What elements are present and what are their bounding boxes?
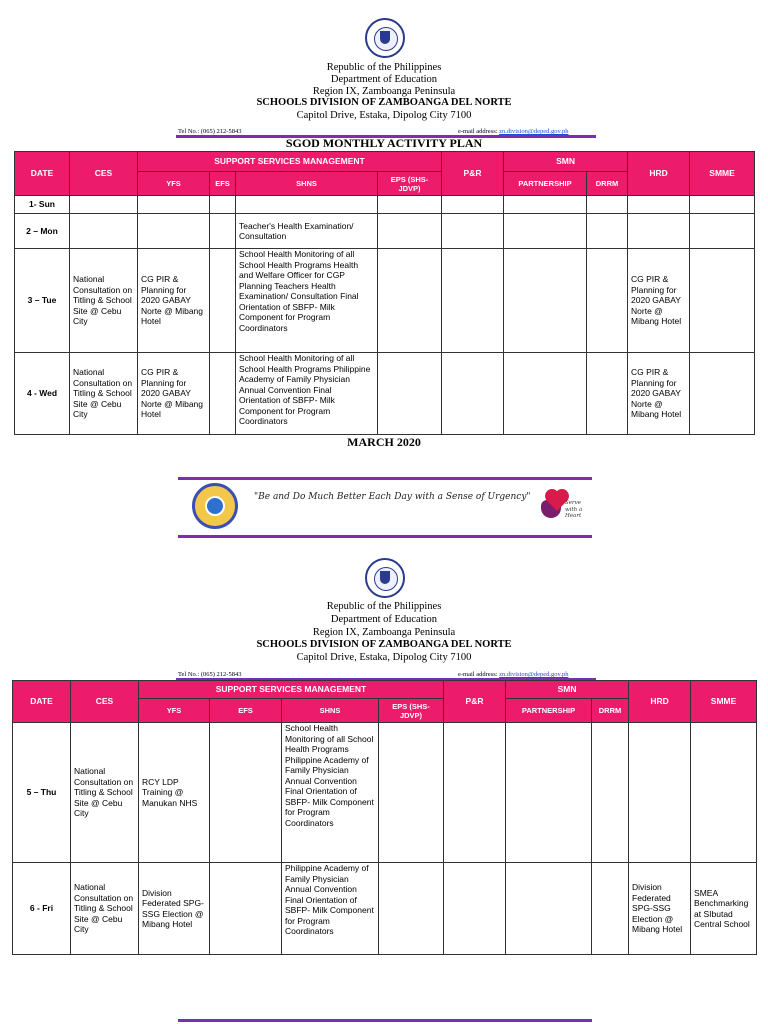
letterhead-address: Capitol Drive, Estaka, Dipolog City 7100: [296, 110, 472, 121]
cell-partnership: [504, 214, 587, 249]
cell-drrm: [587, 353, 628, 435]
deped-seal: [365, 558, 405, 598]
header-efs: EFS: [210, 699, 282, 723]
letterhead-department: Department of Education: [330, 74, 438, 85]
cell-yfs: CG PIR & Planning for 2020 GABAY Norte @ Mibang Hotel: [138, 353, 210, 435]
table-row: [15, 249, 755, 353]
letterhead-region: Region IX, Zamboanga Peninsula: [312, 86, 456, 97]
cell-drrm: [587, 196, 628, 214]
header-hrd: HRD: [628, 152, 690, 196]
header-drrm: DRRM: [587, 172, 628, 196]
cell-pr: [444, 863, 506, 955]
table-row: [15, 196, 755, 214]
header-yfs: YFS: [138, 172, 210, 196]
page-title: SGOD MONTHLY ACTIVITY PLAN: [285, 136, 483, 150]
cell-partnership: [504, 249, 587, 353]
row-date: 3 – Tue: [15, 249, 70, 353]
table-row: [13, 863, 757, 955]
letterhead-republic: Republic of the Philippines: [326, 62, 442, 73]
cell-yfs: [138, 214, 210, 249]
header-smme: SMME: [690, 152, 755, 196]
row-date: 6 - Fri: [13, 863, 71, 955]
cell-hrd: [628, 196, 690, 214]
cell-pr: [442, 196, 504, 214]
cell-pr: [442, 214, 504, 249]
letterhead-division: SCHOOLS DIVISION OF ZAMBOANGA DEL NORTE: [256, 97, 512, 108]
header-date: DATE: [13, 681, 71, 723]
cell-shns: School Health Monitoring of all School Health Programs Philippine Academy of Family Physician Annual Convention Final Orientation of SBFP- Milk Component for Program Coordinators: [282, 723, 379, 863]
cell-pr: [442, 353, 504, 435]
header-partnership: PARTNERSHIP: [506, 699, 592, 723]
cell-hrd: Division Federated SPG-SSG Election @ Mibang Hotel: [629, 863, 691, 955]
header-drrm: DRRM: [592, 699, 629, 723]
cell-efs: [210, 353, 236, 435]
cell-eps: [378, 353, 442, 435]
header-smme: SMME: [691, 681, 757, 723]
cell-pr: [442, 249, 504, 353]
cell-partnership: [504, 353, 587, 435]
cell-yfs: CG PIR & Planning for 2020 GABAY Norte @ Mibang Hotel: [138, 249, 210, 353]
activity-table-page1: [14, 151, 755, 435]
row-date: 5 – Thu: [13, 723, 71, 863]
cell-partnership: [506, 723, 592, 863]
cell-yfs: [138, 196, 210, 214]
cell-ces: National Consultation on Titling & School Site @ Cebu City: [71, 863, 139, 955]
cell-efs: [210, 249, 236, 353]
table-row: [15, 353, 755, 435]
header-pr: P&R: [442, 152, 504, 196]
month-label: MARCH 2020: [347, 435, 421, 449]
cell-ces: National Consultation on Titling & School Site @ Cebu City: [70, 353, 138, 435]
cell-yfs: Division Federated SPG-SSG Election @ Mibang Hotel: [139, 863, 210, 955]
cell-drrm: [587, 249, 628, 353]
cell-ces: National Consultation on Titling & School Site @ Cebu City: [71, 723, 139, 863]
cell-partnership: [506, 863, 592, 955]
cell-efs: [210, 196, 236, 214]
deped-seal: [365, 18, 405, 58]
cell-efs: [210, 214, 236, 249]
cell-partnership: [504, 196, 587, 214]
cell-shns: Philippine Academy of Family Physician Annual Convention Final Orientation of SBFP- Milk Component for Program Coordinators: [282, 863, 379, 955]
cell-hrd: [629, 723, 691, 863]
activity-table-page2: [12, 680, 757, 955]
footer-rule-top: [178, 1019, 592, 1022]
cell-hrd: CG PIR & Planning for 2020 GABAY Norte @ Mibang Hotel: [628, 353, 690, 435]
footer-rule-top: [178, 477, 592, 480]
cell-smme: [690, 196, 755, 214]
header-efs: EFS: [210, 172, 236, 196]
footer-motto: "Be and Do Much Better Each Day with a Sense of Urgency": [254, 492, 531, 502]
footer-rule-bottom: [178, 535, 592, 538]
email-link[interactable]: zn.division@deped.gov.ph: [499, 671, 569, 678]
cell-ces: [70, 196, 138, 214]
cell-eps: [378, 249, 442, 353]
letterhead-address: Capitol Drive, Estaka, Dipolog City 7100: [296, 652, 472, 663]
header-support-services: SUPPORT SERVICES MANAGEMENT: [139, 681, 444, 699]
header-pr: P&R: [444, 681, 506, 723]
cell-drrm: [592, 863, 629, 955]
header-smn: SMN: [504, 152, 628, 172]
letterhead-republic: Republic of the Philippines: [326, 601, 442, 612]
letterhead-region: Region IX, Zamboanga Peninsula: [312, 627, 456, 638]
cell-pr: [444, 723, 506, 863]
cell-yfs: RCY LDP Training @ Manukan NHS: [139, 723, 210, 863]
row-date: 1- Sun: [15, 196, 70, 214]
cell-hrd: [628, 214, 690, 249]
header-eps: EPS (SHS-JDVP): [378, 172, 442, 196]
header-yfs: YFS: [139, 699, 210, 723]
header-hrd: HRD: [629, 681, 691, 723]
cell-smme: SMEA Benchmarking at SIbutad Central School: [691, 863, 757, 955]
cell-smme: [690, 214, 755, 249]
cell-shns: Teacher's Health Examination/ Consultation: [236, 214, 378, 249]
letterhead-division: SCHOOLS DIVISION OF ZAMBOANGA DEL NORTE: [256, 639, 512, 650]
cell-shns: [236, 196, 378, 214]
telephone-number: Tel No.: (065) 212-5843: [178, 128, 242, 135]
table-row: [15, 214, 755, 249]
cell-smme: [690, 249, 755, 353]
header-shns: SHNS: [236, 172, 378, 196]
division-logo: [192, 483, 238, 529]
cell-eps: [378, 214, 442, 249]
row-date: 2 – Mon: [15, 214, 70, 249]
cell-smme: [691, 723, 757, 863]
row-date: 4 - Wed: [15, 353, 70, 435]
letterhead-department: Department of Education: [330, 614, 438, 625]
cell-eps: [378, 196, 442, 214]
header-ces: CES: [70, 152, 138, 196]
header-shns: SHNS: [282, 699, 379, 723]
cell-shns: School Health Monitoring of all School Health Programs Health and Welfare Officer for CGP Planning Teachers Health Examination/ Consultation Final Orientation of SBFP- Milk Component for Program Coordinators: [236, 249, 378, 353]
header-date: DATE: [15, 152, 70, 196]
cell-eps: [379, 863, 444, 955]
email-label: e-mail address:: [458, 671, 498, 678]
header-smn: SMN: [506, 681, 629, 699]
cell-eps: [379, 723, 444, 863]
telephone-number: Tel No.: (065) 212-5843: [178, 671, 242, 678]
cell-ces: National Consultation on Titling & School Site @ Cebu City: [70, 249, 138, 353]
header-partnership: PARTNERSHIP: [504, 172, 587, 196]
cell-smme: [690, 353, 755, 435]
cell-ces: [70, 214, 138, 249]
cell-shns: School Health Monitoring of all School Health Programs Philippine Academy of Family Physician Annual Convention Final Orientation of SBFP- Milk Component for Program Coordinators: [236, 353, 378, 435]
header-support-services: SUPPORT SERVICES MANAGEMENT: [138, 152, 442, 172]
email-link[interactable]: zn.division@deped.gov.ph: [499, 128, 569, 135]
cell-efs: [210, 723, 282, 863]
header-ces: CES: [71, 681, 139, 723]
cell-hrd: CG PIR & Planning for 2020 GABAY Norte @ Mibang Hotel: [628, 249, 690, 353]
cell-efs: [210, 863, 282, 955]
email-label: e-mail address:: [458, 128, 498, 135]
table-row: [13, 723, 757, 863]
header-eps: EPS (SHS-JDVP): [379, 699, 444, 723]
cell-drrm: [592, 723, 629, 863]
serve-with-heart-text: Serve with a Heart: [565, 500, 583, 519]
cell-drrm: [587, 214, 628, 249]
